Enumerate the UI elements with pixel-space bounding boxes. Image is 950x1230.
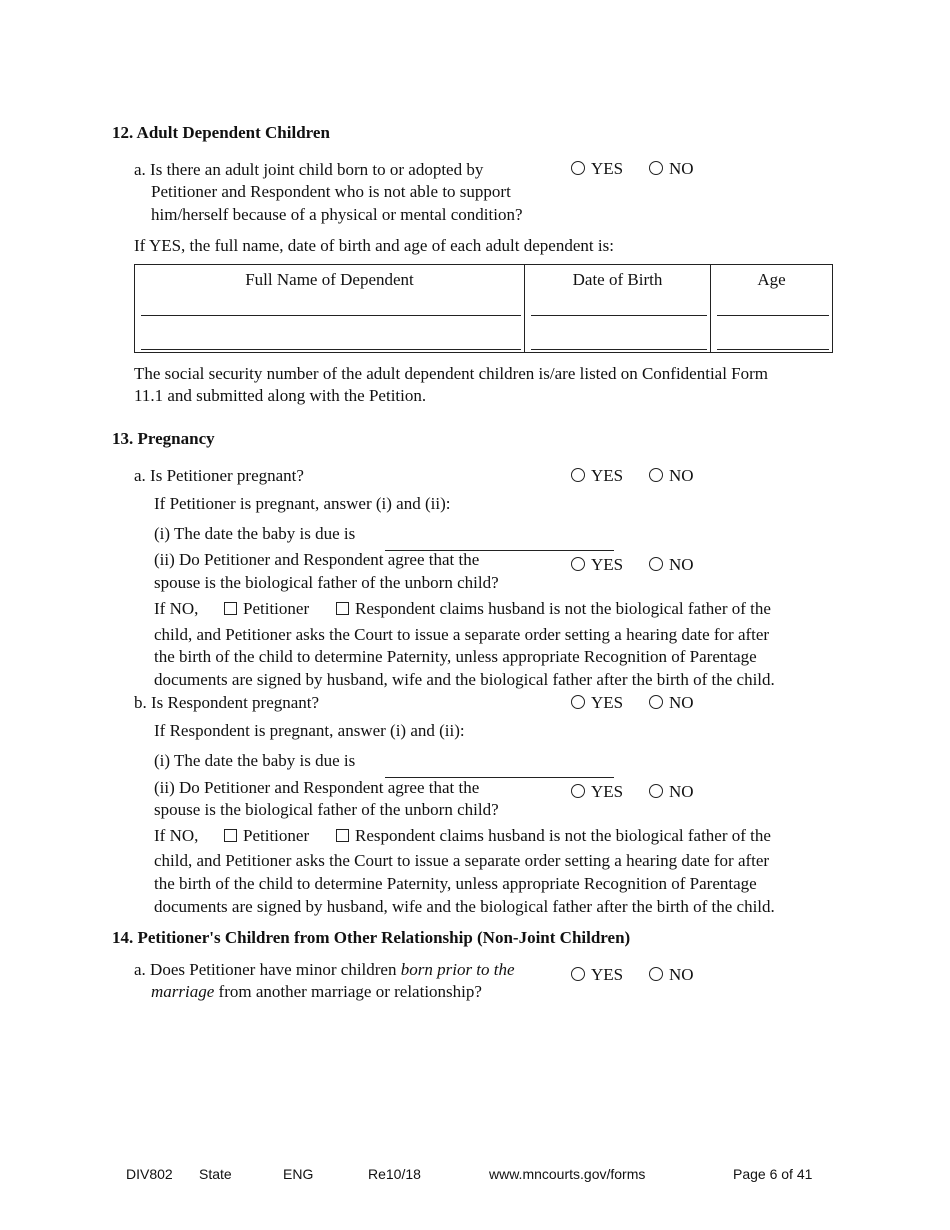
section-14-title: 14. Petitioner's Children from Other Relationship (Non-Joint Children) (112, 928, 631, 947)
q14a-yes[interactable]: YES (571, 964, 623, 986)
footer-page-number: Page 6 of 41 (733, 1166, 813, 1182)
radio-no-icon[interactable] (649, 784, 663, 798)
footer-revision: Re10/18 (368, 1166, 421, 1182)
q12a-line2: Petitioner and Respondent who is not able to support (151, 182, 511, 201)
q13a-i-due-date: (i) The date the baby is due is (154, 524, 356, 543)
footer-form-id: DIV802 (126, 1166, 173, 1182)
radio-yes-icon[interactable] (571, 784, 585, 798)
col-age (711, 265, 833, 353)
checkbox-icon[interactable] (224, 829, 237, 842)
radio-no-icon[interactable] (649, 161, 663, 175)
footer-jurisdiction: State (199, 1166, 232, 1182)
q13a-yes[interactable]: YES (571, 465, 623, 487)
radio-yes-icon[interactable] (571, 161, 585, 175)
dependents-table (134, 264, 833, 353)
q13b-i-due-date: (i) The date the baby is due is (154, 751, 356, 770)
q12a-line3: him/herself because of a physical or mental condition? (151, 205, 523, 224)
radio-no-icon[interactable] (649, 557, 663, 571)
q13b-ii-line2: spouse is the biological father of the unborn child? (154, 800, 499, 819)
q13b-yes[interactable]: YES (571, 692, 623, 714)
q13b-opt-petitioner[interactable]: Petitioner (224, 825, 309, 847)
header-full-name: Full Name of Dependent (245, 270, 414, 289)
q13a-cont-line3: documents are signed by husband, wife and the biological father after the birth of the child. (154, 670, 775, 689)
radio-no-icon[interactable] (649, 695, 663, 709)
q13b-ii-yes[interactable]: YES (571, 781, 623, 803)
q14a-line1: a. Does Petitioner have minor children born prior to the (134, 960, 515, 979)
q13b-no[interactable]: NO (649, 692, 694, 714)
radio-yes-icon[interactable] (571, 557, 585, 571)
q13b-intro: If Respondent is pregnant, answer (i) and (ii): (154, 721, 465, 740)
q13a-intro: If Petitioner is pregnant, answer (i) and (ii): (154, 494, 451, 513)
q13b-opt-respondent[interactable]: Respondent claims husband is not the biological father of the (336, 825, 771, 847)
q12a-yes[interactable]: YES (571, 158, 623, 180)
radio-no-icon[interactable] (649, 468, 663, 482)
q13b: b. Is Respondent pregnant? (134, 693, 320, 712)
q13a-opt-respondent[interactable]: Respondent claims husband is not the biological father of the (336, 598, 771, 620)
q13a-ii-line2: spouse is the biological father of the unborn child? (154, 573, 499, 592)
q13a: a. Is Petitioner pregnant? (134, 466, 304, 485)
dob-field-1[interactable] (531, 315, 707, 316)
q13a-ii-line1: (ii) Do Petitioner and Respondent agree that the (154, 550, 480, 569)
q14a-no[interactable]: NO (649, 964, 694, 986)
col-full-name (135, 265, 525, 353)
name-field-1[interactable] (141, 315, 521, 316)
q14a-line2: marriage from another marriage or relationship? (151, 982, 482, 1001)
radio-yes-icon[interactable] (571, 967, 585, 981)
q13a-if-no: If NO, (154, 599, 199, 618)
q12a-line1: a. Is there an adult joint child born to or adopted by (134, 160, 484, 179)
q13b-cont-line1: child, and Petitioner asks the Court to issue a separate order setting a hearing date for after (154, 851, 770, 870)
name-field-2[interactable] (141, 349, 521, 350)
if-yes-dependents: If YES, the full name, date of birth and age of each adult dependent is: (134, 236, 614, 255)
checkbox-icon[interactable] (224, 602, 237, 615)
col-dob (525, 265, 711, 353)
checkbox-icon[interactable] (336, 829, 349, 842)
header-dob: Date of Birth (572, 270, 663, 289)
footer-url[interactable]: www.mncourts.gov/forms (489, 1166, 646, 1182)
radio-yes-icon[interactable] (571, 468, 585, 482)
age-field-1[interactable] (717, 315, 829, 316)
q13b-cont-line3: documents are signed by husband, wife and the biological father after the birth of the child. (154, 897, 775, 916)
q13a-ii-yes[interactable]: YES (571, 554, 623, 576)
q13a-cont-line2: the birth of the child to determine Paternity, unless appropriate Recognition of Parentage (154, 647, 757, 666)
q13b-if-no: If NO, (154, 826, 199, 845)
q13a-opt-petitioner[interactable]: Petitioner (224, 598, 309, 620)
q13b-ii-line1: (ii) Do Petitioner and Respondent agree that the (154, 778, 480, 797)
age-field-2[interactable] (717, 349, 829, 350)
dob-field-2[interactable] (531, 349, 707, 350)
q13b-cont-line2: the birth of the child to determine Paternity, unless appropriate Recognition of Parentage (154, 874, 757, 893)
q13a-cont-line1: child, and Petitioner asks the Court to issue a separate order setting a hearing date for after (154, 625, 770, 644)
checkbox-icon[interactable] (336, 602, 349, 615)
ssn-note-line1: The social security number of the adult dependent children is/are listed on Confidential Form (134, 364, 769, 383)
q13a-ii-no[interactable]: NO (649, 554, 694, 576)
footer-language: ENG (283, 1166, 314, 1182)
radio-yes-icon[interactable] (571, 695, 585, 709)
header-age: Age (757, 270, 786, 289)
ssn-note-line2: 11.1 and submitted along with the Petition. (134, 386, 427, 405)
section-13-title: 13. Pregnancy (112, 429, 215, 448)
section-12-title: 12. Adult Dependent Children (112, 123, 330, 142)
q13b-ii-no[interactable]: NO (649, 781, 694, 803)
q12a-no[interactable]: NO (649, 158, 694, 180)
radio-no-icon[interactable] (649, 967, 663, 981)
q13a-no[interactable]: NO (649, 465, 694, 487)
